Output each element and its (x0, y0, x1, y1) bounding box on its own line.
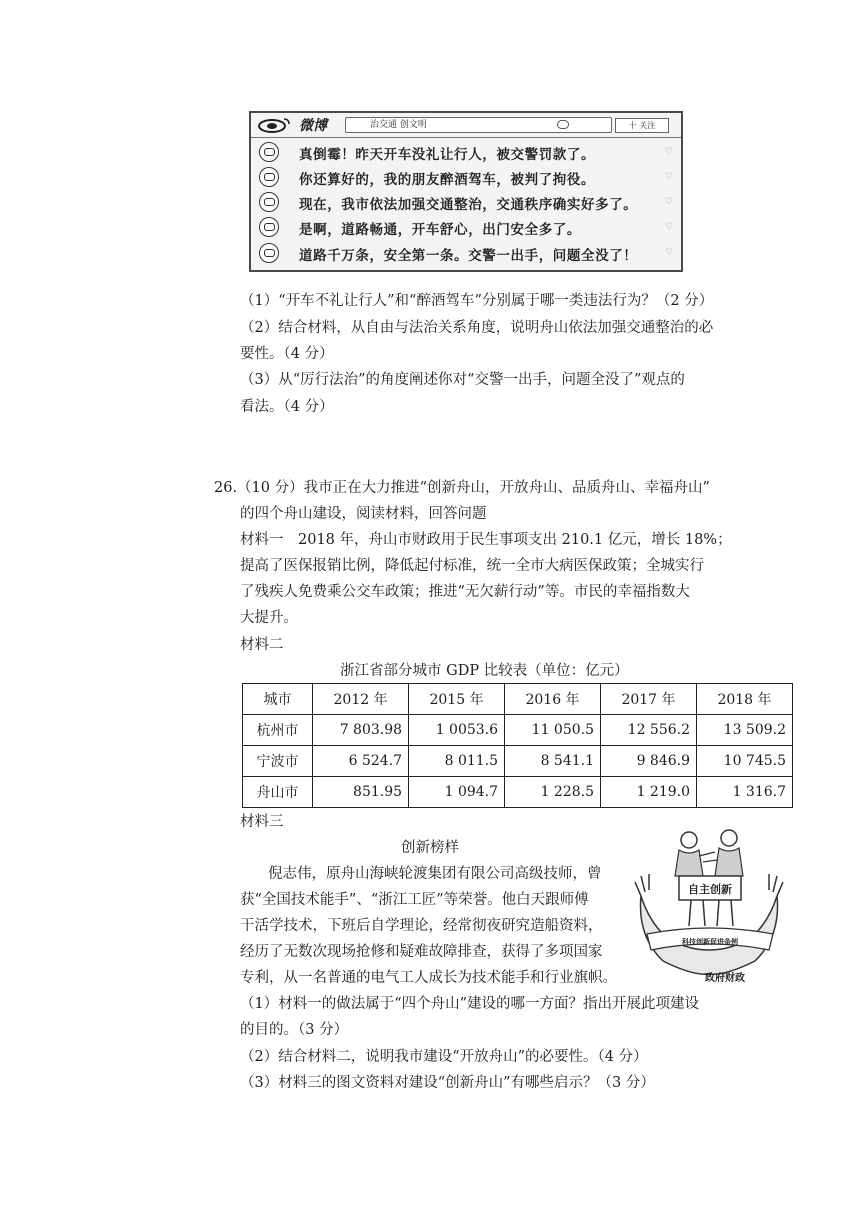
weibo-search-box (345, 117, 612, 133)
table-header-cell: 2016 年 (505, 684, 601, 715)
table-cell: 8 011.5 (409, 746, 505, 777)
q25-sub1: （1）“开车不礼让行人”和“醉酒驾车”分别属于哪一类违法行为？（2 分） (240, 293, 714, 309)
table-cell: 7 803.98 (313, 715, 409, 746)
table-cell: 9 846.9 (601, 746, 697, 777)
avatar-icon (259, 243, 279, 263)
table-header-row (243, 684, 793, 715)
table-row (243, 777, 793, 808)
table-cell: 11 050.5 (505, 715, 601, 746)
gdp-table (242, 683, 793, 808)
table-cell: 1 094.7 (409, 777, 505, 808)
weibo-post-text: 你还算好的，我的朋友醉酒驾车，被判了拘役。 (299, 172, 596, 188)
table-cell: 6 524.7 (313, 746, 409, 777)
q25-sub2-line1: （2）结合材料，从自由与法治关系角度，说明舟山依法加强交通整治的必 (240, 320, 714, 336)
innovation-cartoon (633, 826, 785, 986)
q26-sub3: （3）材料三的图文资料对建设“创新舟山”有哪些启示？（3 分） (240, 1075, 655, 1091)
weibo-post (251, 189, 681, 215)
material3-line1: 倪志伟，原舟山海峡轮渡集团有限公司高级技师，曾 (268, 866, 602, 882)
weibo-post (251, 139, 681, 165)
q25-sub2-line2: 要性。（4 分） (240, 346, 334, 362)
q26-sub1-line2: 的目的。（3 分） (240, 1022, 349, 1038)
material3-line3: 干活学技术，下班后自学理论，经常彻夜研究造船资料， (240, 918, 603, 934)
weibo-post-text: 真倒霉！昨天开车没礼让行人，被交警罚款了。 (299, 147, 596, 163)
like-icon: ♡ (664, 248, 673, 258)
search-icon (557, 120, 569, 129)
cartoon-banner-text: 科技创新促进条例 (682, 938, 738, 946)
weibo-screenshot (249, 111, 683, 272)
material3-label: 材料三 (240, 814, 284, 830)
table-cell: 1 228.5 (505, 777, 601, 808)
avatar-icon (259, 142, 279, 162)
weibo-post (251, 214, 681, 240)
material3-line5: 专利，从一名普通的电气工人成长为技术能手和行业旗帜。 (240, 970, 617, 986)
weibo-app-name: 微博 (299, 118, 327, 134)
q26-sub2: （2）结合材料二，说明我市建设“开放舟山”的必要性。（4 分） (240, 1049, 648, 1065)
weibo-post (251, 240, 681, 266)
table-cell: 宁波市 (243, 746, 313, 777)
table-header-cell: 2017 年 (601, 684, 697, 715)
table-cell: 8 541.1 (505, 746, 601, 777)
material1-line1: 材料一 2018 年，舟山市财政用于民生事项支出 210.1 亿元，增长 18%； (240, 532, 732, 548)
avatar-icon (259, 217, 279, 237)
material2-label: 材料二 (240, 637, 284, 653)
material1-line4: 大提升。 (240, 610, 298, 626)
table-header-cell: 城市 (243, 684, 313, 715)
table-header-cell: 2012 年 (313, 684, 409, 715)
table-cell: 杭州市 (243, 715, 313, 746)
weibo-post-text: 现在，我市依法加强交通整治，交通秩序确实好多了。 (299, 197, 638, 213)
avatar-icon (259, 192, 279, 212)
like-icon: ♡ (664, 172, 673, 182)
q26-intro-line1: 26.（10 分）我市正在大力推进“创新舟山，开放舟山、品质舟山、幸福舟山” (214, 480, 710, 496)
q25-sub3-line1: （3）从“厉行法治”的角度阐述你对“交警一出手，问题全没了”观点的 (240, 372, 685, 388)
weibo-post-text: 是啊，道路畅通，开车舒心，出门安全多了。 (299, 222, 581, 238)
q26-intro-line2: 的四个舟山建设，阅读材料，回答问题 (240, 506, 487, 522)
table-cell: 13 509.2 (697, 715, 793, 746)
q25-sub3-line2: 看法。（4 分） (240, 399, 334, 415)
table-cell: 851.95 (313, 777, 409, 808)
table-row (243, 715, 793, 746)
table-header-cell: 2018 年 (697, 684, 793, 715)
table-cell: 1 316.7 (697, 777, 793, 808)
like-icon: ♡ (664, 147, 673, 157)
cartoon-sign-text: 自主创新 (688, 883, 732, 896)
table-cell: 10 745.5 (697, 746, 793, 777)
weibo-post-text: 道路千万条，安全第一条。交警一出手，问题全没了！ (299, 248, 638, 264)
q26-sub1-line1: （1）材料一的做法属于“四个舟山”建设的哪一方面？指出开展此项建设 (240, 996, 700, 1012)
cartoon-caption: 政府财政 (705, 973, 745, 984)
table-header-cell: 2015 年 (409, 684, 505, 715)
table-cell: 12 556.2 (601, 715, 697, 746)
material1-line3: 了残疾人免费乘公交车政策；推进“无欠薪行动”等。市民的幸福指数大 (240, 584, 690, 600)
weibo-search-text: 治交通 创文明 (370, 120, 427, 130)
material1-line2: 提高了医保报销比例，降低起付标准，统一全市大病医保政策；全城实行 (240, 558, 704, 574)
table-cell: 1 219.0 (601, 777, 697, 808)
weibo-header (251, 113, 681, 138)
table-row (243, 746, 793, 777)
like-icon: ♡ (664, 197, 673, 207)
weibo-logo-icon (256, 116, 294, 133)
table-title: 浙江省部分城市 GDP 比较表（单位：亿元） (340, 663, 629, 679)
weibo-follow-button: 十 关注 (615, 118, 669, 133)
table-cell: 舟山市 (243, 777, 313, 808)
weibo-post (251, 164, 681, 190)
material3-line4: 经历了无数次现场抢修和疑难故障排查，获得了多项国家 (240, 944, 603, 960)
table-cell: 1 0053.6 (409, 715, 505, 746)
avatar-icon (259, 167, 279, 187)
like-icon: ♡ (664, 222, 673, 232)
material3-title: 创新榜样 (401, 840, 459, 856)
material3-line2: 获“全国技术能手”、“浙江工匠”等荣誉。他白天跟师傅 (240, 892, 589, 908)
